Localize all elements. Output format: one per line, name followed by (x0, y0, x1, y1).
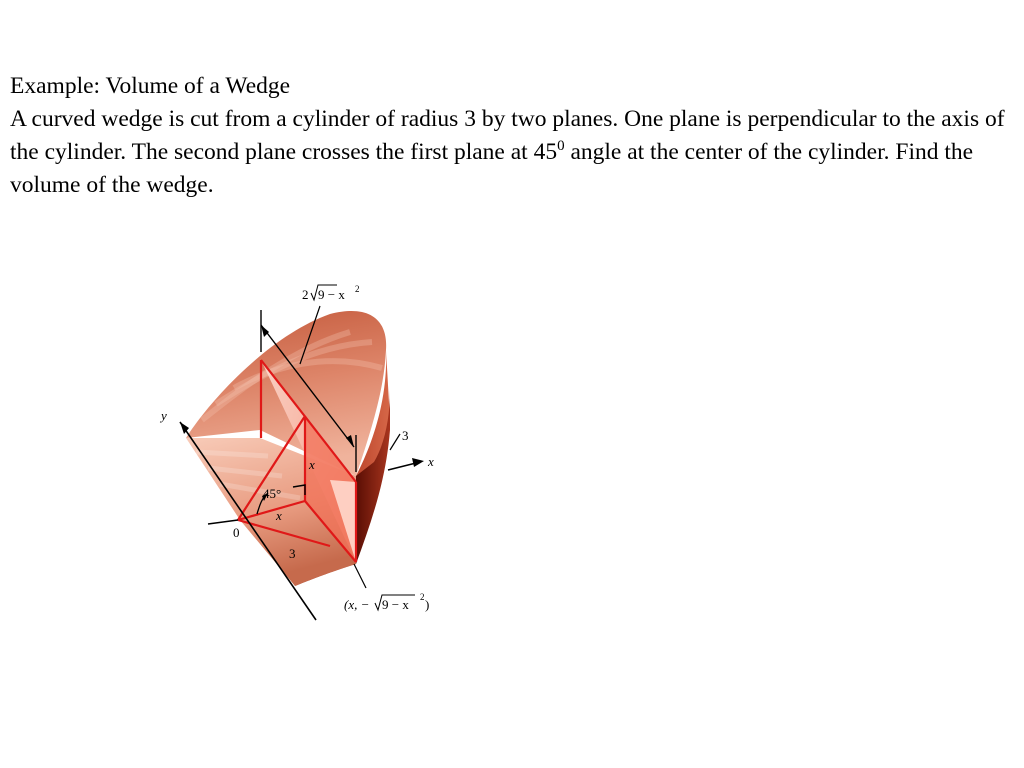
slide-text (10, 70, 1010, 202)
dimension-arrowhead-top (261, 325, 269, 337)
x-axis-left (208, 520, 238, 524)
label-top-coef: 2 (302, 287, 309, 302)
label-point-exp: 2 (420, 592, 425, 602)
problem-text-end: angle at the center of the cylinder. Find the volume of the wedge. (10, 139, 974, 198)
problem-text: A curved wedge is cut from a cylinder of radius 3 by two planes. One plane is perpendicular to the axis of the cylinder. The second plane crosses the first plane at 45 (10, 106, 1005, 165)
label-angle: 45° (263, 486, 282, 501)
wedge-figure (150, 280, 450, 630)
problem-statement (10, 103, 1010, 202)
label-top-exp: 2 (355, 284, 360, 294)
label-x-axis: x (428, 454, 434, 469)
label-point (344, 592, 429, 612)
degree-superscript: 0 (557, 138, 565, 154)
label-top (302, 284, 360, 302)
label-three-right: 3 (402, 428, 409, 443)
label-three-bottom: 3 (289, 546, 296, 561)
label-x-vertical: x (309, 457, 315, 472)
leader-three-right (390, 434, 400, 450)
label-point-close: ) (425, 597, 430, 612)
label-top-expr: 9 − x (318, 287, 345, 302)
label-x-horizontal: x (276, 508, 282, 523)
label-point-open: (x, − (344, 597, 370, 612)
x-axis-arrowhead (412, 458, 424, 467)
label-point-expr: 9 − x (382, 597, 409, 612)
slide-title: Example: Volume of a Wedge (10, 73, 291, 99)
label-origin: 0 (233, 525, 240, 540)
leader-point (354, 564, 366, 588)
label-y: y (161, 408, 167, 423)
